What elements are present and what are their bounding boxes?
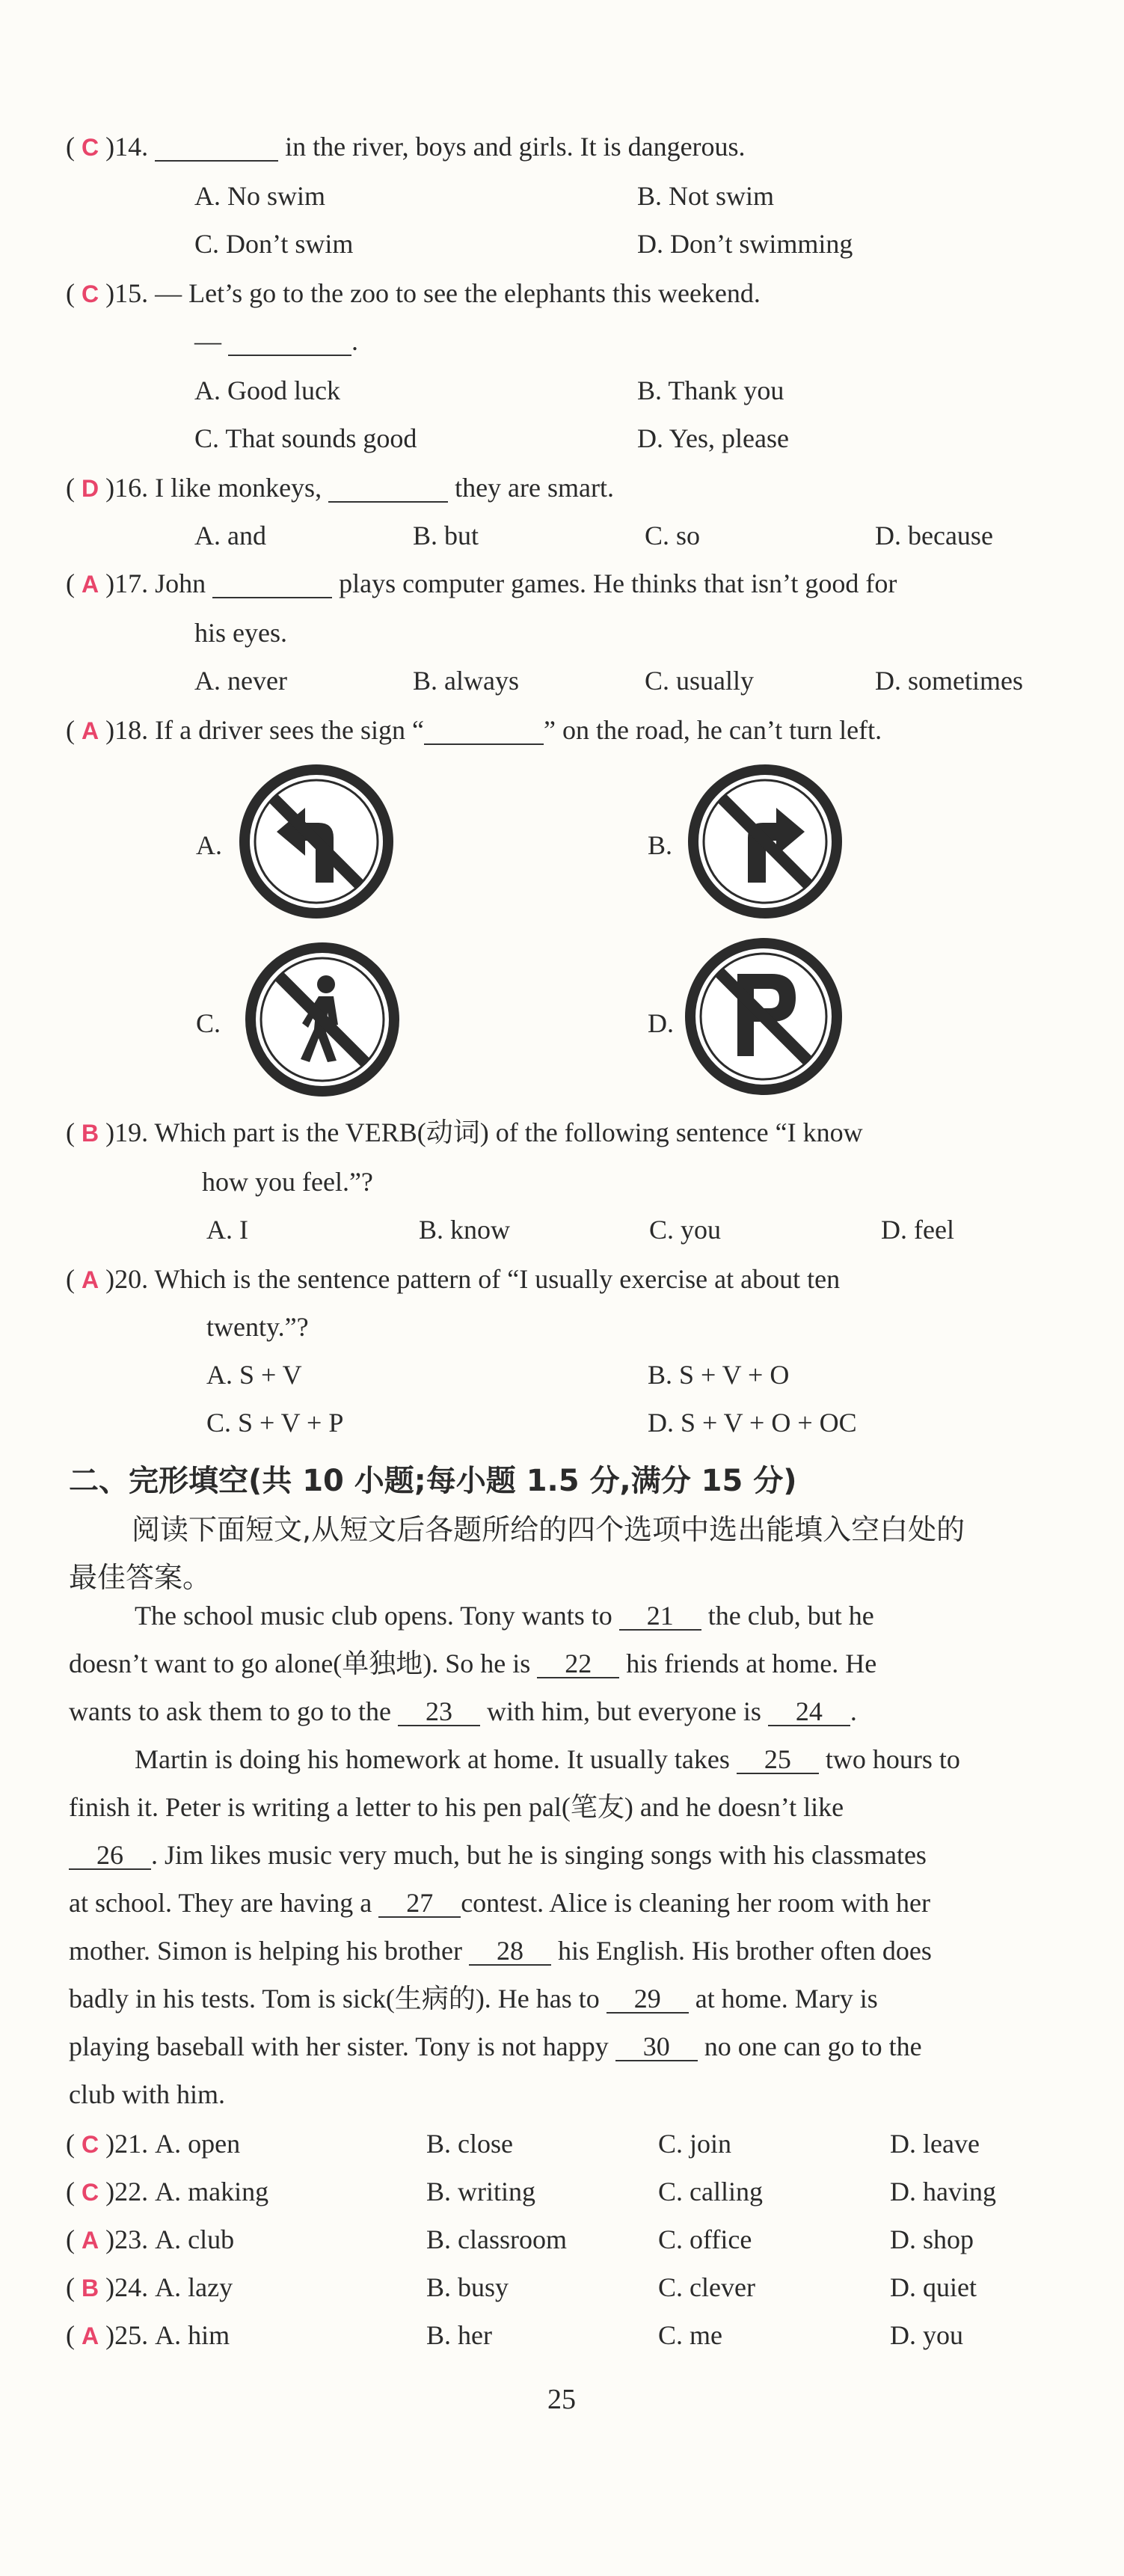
passage-line: mother. Simon is helping his brother 28 his English. His brother often does [69,1936,932,1966]
option: D. leave [890,2129,980,2159]
blank-21: 21 [619,1602,701,1631]
section-title: 二、完形填空(共 10 小题;每小题 1.5 分,满分 15 分) [69,1464,797,1498]
question-20: ( A )20. Which is the sentence pattern of “I usually exercise at about ten [66,1264,841,1294]
option: C. usually [645,666,755,696]
option: B. but [413,521,479,551]
answer-mark: A [82,571,99,598]
passage-line: finish it. Peter is writing a letter to his pen pal(笔友) and he doesn’t like [69,1792,844,1822]
passage-line: club with him. [69,2079,225,2109]
passage-line: badly in his tests. Tom is sick(生病的). He has to 29 at home. Mary is [69,1984,878,2014]
question-15-reply: — . [194,326,358,356]
blank-22: 22 [537,1650,619,1678]
option: A. and [194,521,266,551]
question-17-line2: his eyes. [194,618,287,648]
answer-mark: C [82,2131,99,2158]
blank-23: 23 [398,1698,480,1726]
answer-mark: C [82,280,99,307]
option: A. I [206,1215,248,1245]
option: B. Not swim [637,181,775,211]
blank-29: 29 [606,1985,689,2014]
answer-mark: C [82,134,99,161]
option: B. her [426,2320,492,2350]
answer-mark: D [82,475,99,502]
option: C. S + V + P [206,1408,344,1438]
option: C. That sounds good [194,423,417,453]
option: A. S + V [206,1360,302,1390]
option: D. Yes, please [637,423,789,453]
sign-label-d: D. [648,1008,674,1038]
option: B. know [419,1215,511,1245]
option: B. Thank you [637,375,784,405]
passage-line: The school music club opens. Tony wants to 21 the club, but he [135,1601,874,1631]
question-15: ( C )15. — Let’s go to the zoo to see the elephants this weekend. [66,278,761,308]
option: D. shop [890,2224,974,2254]
no-left-turn-sign-icon [238,763,395,920]
answer-blank [228,328,351,356]
option: B. always [413,666,519,696]
question-20-line2: twenty.”? [206,1312,309,1342]
option: D. you [890,2320,963,2350]
cloze-question-22: ( C )22. A. making [66,2177,269,2207]
option: C. me [658,2320,722,2350]
option: C. Don’t swim [194,229,354,259]
answer-mark: A [82,1266,99,1293]
option: D. S + V + O + OC [648,1408,857,1438]
option: C. office [658,2224,752,2254]
blank-28: 28 [469,1937,551,1966]
blank-25: 25 [737,1746,819,1774]
answer-blank [328,474,448,503]
blank-24: 24 [768,1698,850,1726]
blank-26: 26 [69,1841,151,1870]
question-19-line2: how you feel.”? [202,1167,373,1197]
option: C. calling [658,2177,763,2207]
section-instruction: 最佳答案。 [69,1561,212,1594]
no-pedestrians-sign-icon [244,941,401,1098]
answer-mark: A [82,2322,99,2349]
cloze-question-25: ( A )25. A. him [66,2320,230,2350]
question-19: ( B )19. Which part is the VERB(动词) of the following sentence “I know [66,1117,863,1147]
option: C. so [645,521,701,551]
option: C. you [649,1215,722,1245]
passage-line: 26 . Jim likes music very much, but he is singing songs with his classmates [69,1841,927,1870]
option: A. Good luck [194,375,340,405]
option: A. No swim [194,181,326,211]
passage-line: playing baseball with her sister. Tony is not happy 30 no one can go to the [69,2031,922,2061]
passage-line: doesn’t want to go alone(单独地). So he is 22 his friends at home. He [69,1649,877,1678]
answer-blank [155,133,278,162]
option: A. never [194,666,287,696]
no-parking-sign-icon [684,936,844,1097]
option: B. classroom [426,2224,567,2254]
option: B. busy [426,2272,509,2302]
passage-line: Martin is doing his homework at home. It usually takes 25 two hours to [135,1744,960,1774]
option: D. Don’t swimming [637,229,853,259]
option: D. feel [881,1215,954,1245]
answer-mark: C [82,2179,99,2206]
option: B. S + V + O [648,1360,790,1390]
blank-30: 30 [615,2033,698,2061]
answer-blank [424,717,544,745]
question-17: ( A )17. John plays computer games. He thinks that isn’t good for [66,568,897,598]
answer-mark: B [82,2275,99,2301]
option: D. sometimes [875,666,1023,696]
option: B. close [426,2129,513,2159]
option: D. having [890,2177,996,2207]
sign-label-a: A. [196,830,222,860]
passage-line: at school. They are having a 27 contest. Alice is cleaning her room with her [69,1888,931,1918]
question-14: ( C )14. in the river, boys and girls. It is dangerous. [66,132,746,162]
sign-label-b: B. [648,830,673,860]
cloze-question-24: ( B )24. A. lazy [66,2272,233,2302]
option: C. clever [658,2272,755,2302]
option: B. writing [426,2177,536,2207]
cloze-question-21: ( C )21. A. open [66,2129,241,2159]
cloze-question-23: ( A )23. A. club [66,2224,235,2254]
no-right-turn-sign-icon [687,763,844,920]
answer-blank [212,570,332,598]
option: C. join [658,2129,732,2159]
option: D. quiet [890,2272,977,2302]
option: D. because [875,521,993,551]
sign-label-c: C. [196,1008,221,1038]
question-18: ( A )18. If a driver sees the sign “ ” on the road, he can’t turn left. [66,715,882,745]
question-16: ( D )16. I like monkeys, they are smart. [66,473,614,503]
passage-line: wants to ask them to go to the 23 with him, but everyone is 24 . [69,1696,857,1726]
answer-mark: B [82,1120,99,1147]
answer-mark: A [82,717,99,744]
answer-mark: A [82,2227,99,2254]
page-number: 25 [547,2384,576,2415]
blank-27: 27 [378,1889,461,1918]
section-instruction: 阅读下面短文,从短文后各题所给的四个选项中选出能填入空白处的 [132,1513,965,1546]
